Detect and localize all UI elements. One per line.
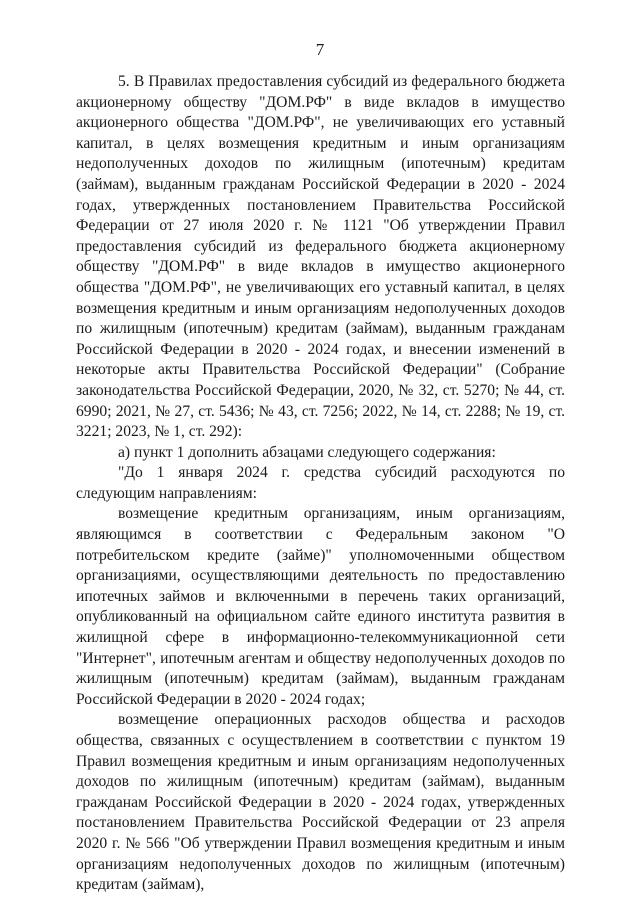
document-body (76, 72, 565, 896)
paragraph-direction-2: возмещение операционных расходов общества и расходов общества, связанных с осуществлением в соответствии с пунктом 19 Правил возмещения кредитным и иным организациям недополученных доходов по жилищным (ипотечным) кредитам (займам), выданным гражданам Российской Федерации в 2020 - 2024 годах, утвержденных постановлением Правительства Российской Федерации от 23 апреля 2020 г. № 566 "Об утверждении Правил возмещения кредитным и иным организациям недополученных доходов по жилищным (ипотечным) кредитам (займам), (76, 711, 565, 894)
paragraph-item-5: 5. В Правилах предоставления субсидий из федерального бюджета акционерному обществу "ДОМ.РФ" в виде вкладов в имущество акционерного общества "ДОМ.РФ", не увеличивающих его уставный капитал, в целях возмещения кредитным и иным организациям недополученных доходов по жилищным (ипотечным) кредитам (займам), выданным гражданам Российской Федерации в 2020 - 2024 годах, утвержденных постановлением Правительства Российской Федерации от 27 июля 2020 г. № 1121 "Об утверждении Правил предоставления субсидий из федерального бюджета акционерному обществу "ДОМ.РФ" в виде вкладов в имущество акционерного общества "ДОМ.РФ", не увеличивающих его уставный капитал, в целях возмещения кредитным и иным организациям недополученных доходов по жилищным (ипотечным) кредитам (займам), выданным гражданам Российской Федерации в 2020 - 2024 годах, и внесении изменений в некоторые акты Правительства Российской Федерации" (Собрание законодательства Российской Федерации, 2020, № 32, ст. 5270; № 44, ст. 6990; 2021, № 27, ст. 5436; № 43, ст. 7256; 2022, № 14, ст. 2288; № 19, ст. 3221; 2023, № 1, ст. 292): (76, 73, 565, 441)
paragraph-quote-intro: "До 1 января 2024 г. средства субсидий расходуются по следующим направлениям: (76, 464, 565, 502)
page-number: 7 (315, 40, 325, 59)
paragraph-subitem-a: а) пункт 1 дополнить абзацами следующего содержания: (118, 443, 496, 461)
paragraph-direction-1: возмещение кредитным организациям, иным организациям, являющимся в соответствии с Федеральным законом "О потребительском кредите (займе)" уполномоченными обществом организациями, осуществляющими деятельность по предоставлению ипотечных займов и включенными в перечень таких организаций, опубликованный на официальном сайте единого института развития в жилищной сфере в информационно-телекоммуникационной сети "Интернет", ипотечным агентам и обществу недополученных доходов по жилищным (ипотечным) кредитам (займам), выданным гражданам Российской Федерации в 2020 - 2024 годах; (76, 505, 565, 708)
